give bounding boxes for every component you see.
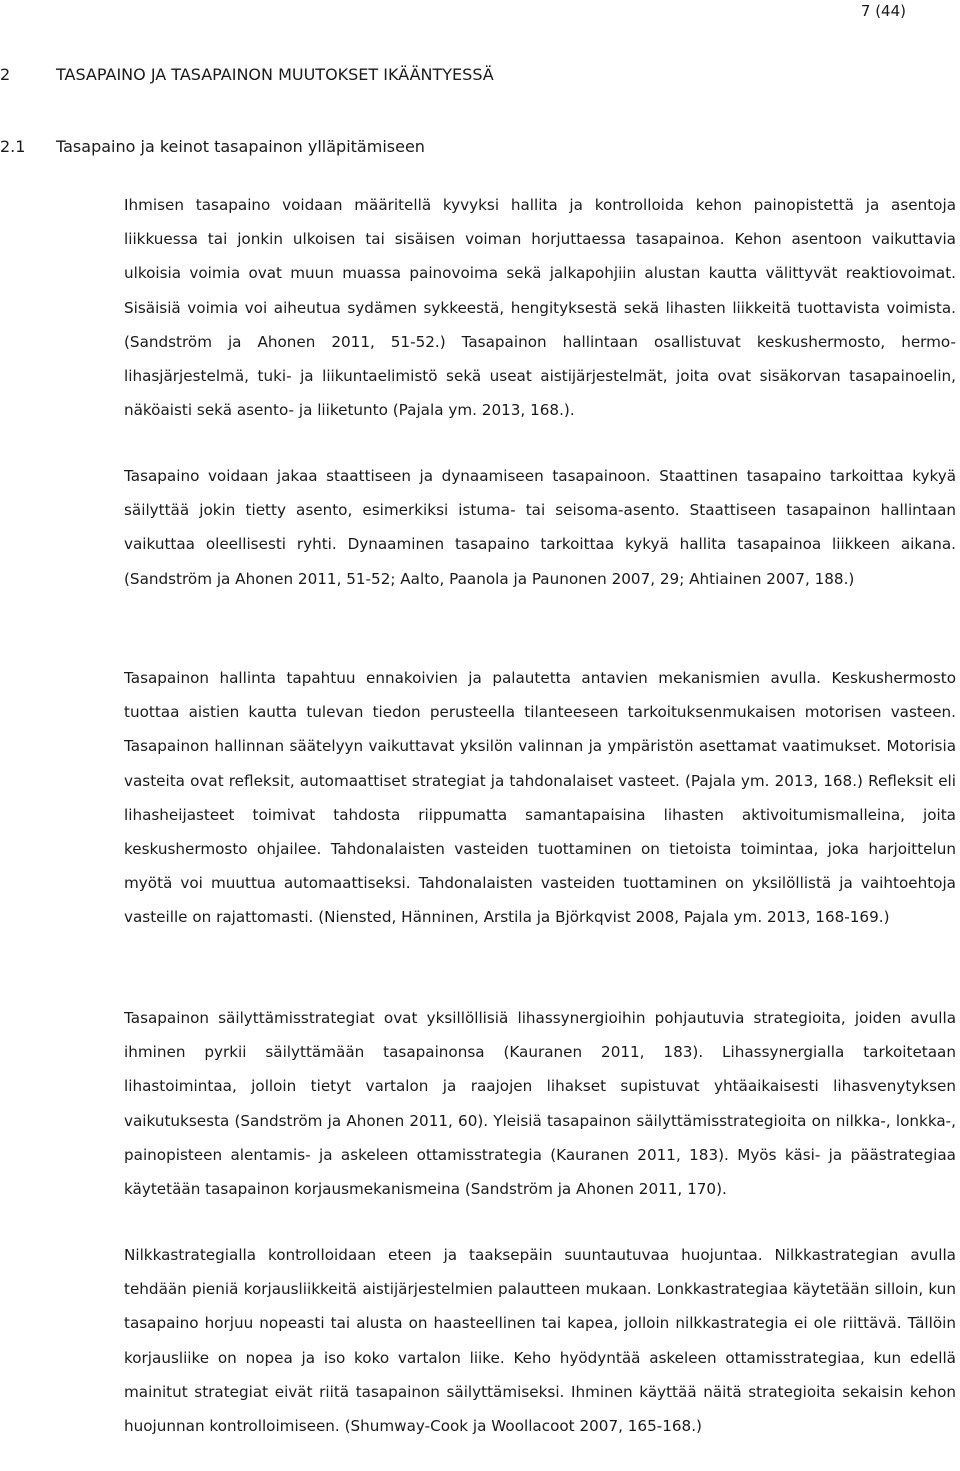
section-title: TASAPAINO JA TASAPAINON MUUTOKSET IKÄÄNTYESSÄ (56, 65, 494, 84)
section-number: 2 (0, 65, 11, 84)
paragraph-balance-control-mechanisms: Tasapainon hallinta tapahtuu ennakoivien ja palautetta antavien mekanismien avulla. Keskushermosto tuottaa aistien kautta tulevan tiedon perusteella tilanteeseen tarkoituksenmukaisen motorisen vasteen. Tasapainon hallinnan säätelyyn vaikuttavat yksilön valinnan ja ympäristön asettamat vaatimukset. Motorisia vasteita ovat refleksit, automaattiset strategiat ja tahdonalaiset vasteet. (Pajala ym. 2013, 168.) Refleksit eli lihasheijasteet toimivat tahdosta riippumatta samantapaisina lihasten aktivoitumismalleina, joita keskushermosto ohjailee. Tahdonalaisten vasteiden tuottaminen on tietoista toimintaa, joka harjoittelun myötä voi muuttua automaattiseksi. Tahdonalaisten vasteiden tuottaminen on yksilöllistä ja vaihtoehtoja vasteille on rajattomasti. (Niensted, Hänninen, Arstila ja Björkqvist 2008, Pajala ym. 2013, 168-169.) (124, 669, 956, 927)
paragraph-balance-strategies: Tasapainon säilyttämisstrategiat ovat yksillöllisiä lihassynergioihin pohjautuvia strategioita, joiden avulla ihminen pyrkii säilyttämään tasapainonsa (Kauranen 2011, 183). Lihassynergialla tarkoitetaan lihastoimintaa, jolloin tietyt vartalon ja raajojen lihakset supistuvat yhtäaikaisesti lihasvenytyksen vaikutuksesta (Sandström ja Ahonen 2011, 60). Yleisiä tasapainon säilyttämisstrategioita on nilkka-, lonkka-, painopisteen alentamis- ja askeleen ottamisstrategia (Kauranen 2011, 183). Myös käsi- ja päästrategiaa käytetään tasapainon korjausmekanismeina (Sandström ja Ahonen 2011, 170). (124, 1009, 956, 1199)
subsection-title: Tasapaino ja keinot tasapainon ylläpitämiseen (56, 137, 425, 156)
page-number: 7 (44) (860, 2, 906, 20)
paragraph-balance-definition: Ihmisen tasapaino voidaan määritellä kyvyksi hallita ja kontrolloida kehon painopistettä ja asentoja liikkuessa tai jonkin ulkoisen tai sisäisen voiman horjuttaessa tasapainoa. Kehon asentoon vaikuttavia ulkoisia voimia ovat muun muassa painovoima sekä jalkapohjiin alustan kautta välittyvät reaktiovoimat. Sisäisiä voimia voi aiheutua sydämen sykkeestä, hengityksestä sekä lihasten liikkeitä tuottavista voimista. (Sandström ja Ahonen 2011, 51-52.) Tasapainon hallintaan osallistuvat keskushermosto, hermo-lihasjärjestelmä, tuki- ja liikuntaelimistö sekä useat aistijärjestelmät, joita ovat sisäkorvan tasapainoelin, näköaisti sekä asento- ja liiketunto (Pajala ym. 2013, 168.). (124, 196, 956, 420)
subsection-number: 2.1 (0, 137, 26, 156)
paragraph-ankle-hip-strategies: Nilkkastrategialla kontrolloidaan eteen ja taaksepäin suuntautuvaa huojuntaa. Nilkkastrategian avulla tehdään pieniä korjausliikkeitä aistijärjestelmien palautteen mukaan. Lonkkastrategiaa käytetään silloin, kun tasapaino horjuu nopeasti tai alusta on haasteellinen tai kapea, jolloin nilkkastrategia ei ole riittävä. Tällöin korjausliike on nopea ja iso koko vartalon liike. Keho hyödyntää askeleen ottamisstrategiaa, kun edellä mainitut strategiat eivät riitä tasapainon säilyttämiseksi. Ihminen käyttää näitä strategioita sekaisin kehon huojunnan kontrolloimiseen. (Shumway-Cook ja Woollacoot 2007, 165-168.) (124, 1246, 956, 1436)
paragraph-static-dynamic-balance: Tasapaino voidaan jakaa staattiseen ja dynaamiseen tasapainoon. Staattinen tasapaino tarkoittaa kykyä säilyttää jokin tietty asento, esimerkiksi istuma- tai seisoma-asento. Staattiseen tasapainon hallintaan vaikuttaa oleellisesti ryhti. Dynaaminen tasapaino tarkoittaa kykyä hallita tasapainoa liikkeen aikana. (Sandström ja Ahonen 2011, 51-52; Aalto, Paanola ja Paunonen 2007, 29; Ahtiainen 2007, 188.) (124, 467, 956, 588)
